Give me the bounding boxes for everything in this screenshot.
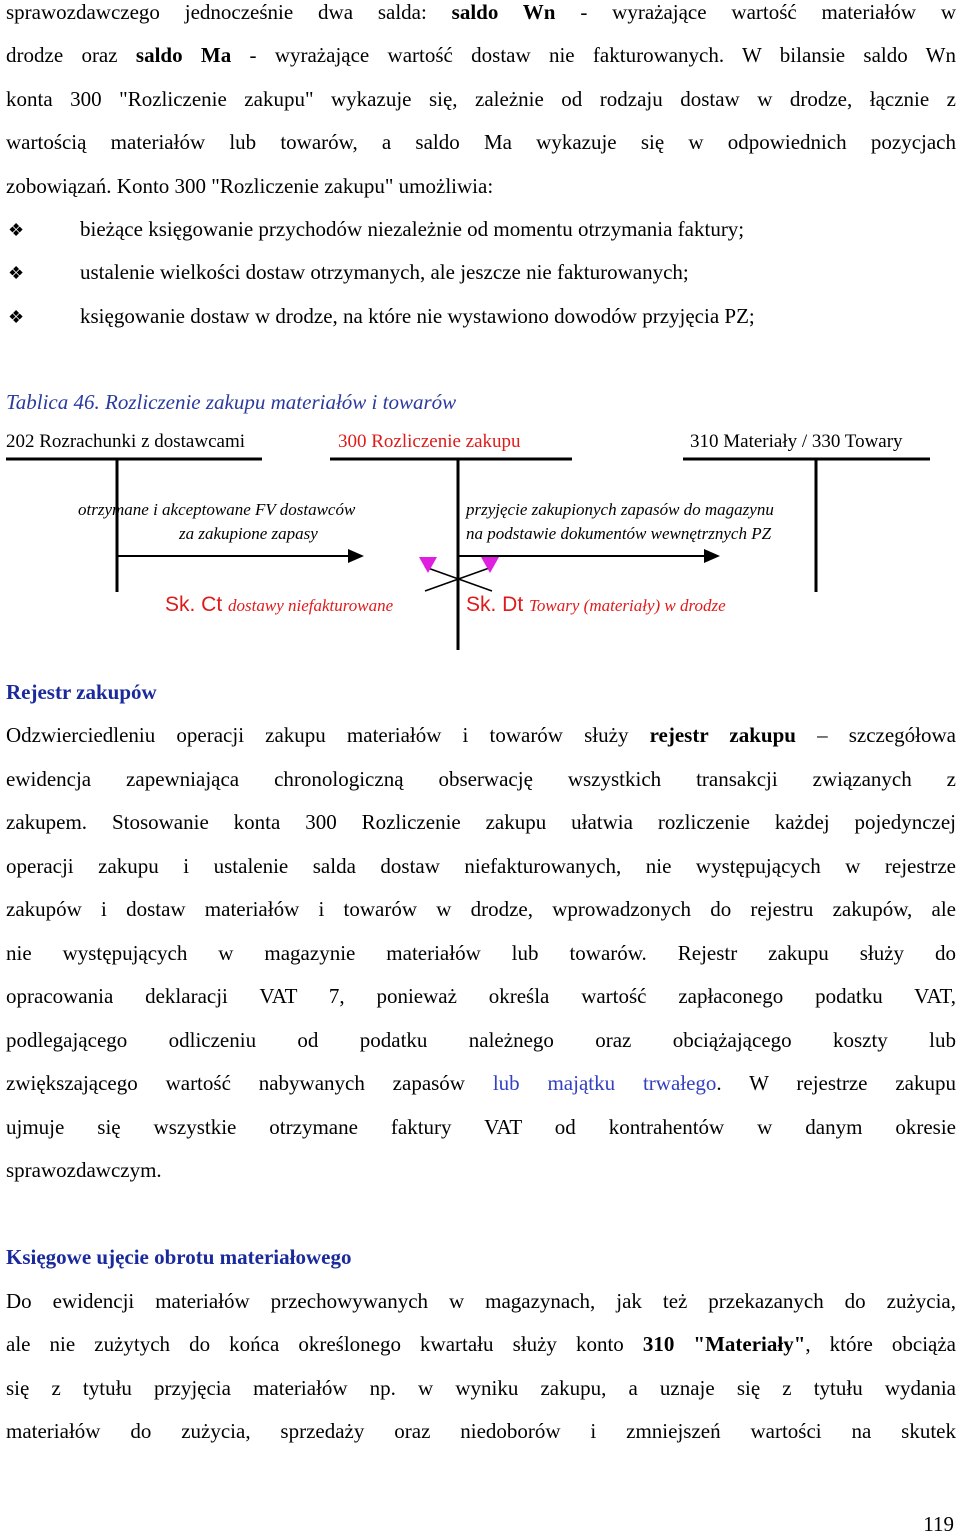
section2-line-2 — [6, 1332, 956, 1357]
table-caption: Tablica 46. Rozliczenie zakupu materiałów i towarów — [6, 390, 457, 414]
sk-ct-desc: dostawy niefakturowane — [228, 596, 394, 615]
account-300: 300 Rozliczenie zakupu — [338, 431, 521, 452]
bold-term: rejestr zakupu — [649, 723, 796, 747]
bold-term: saldo Ma — [135, 43, 232, 67]
text: ale nie zużytych do końca określonego kwartału służy konto — [6, 1332, 643, 1356]
sk-dt-desc: Towary (materiały) w drodze — [529, 596, 726, 615]
section1-line-2: ewidencja zapewniająca chronologiczną obserwację wszystkich transakcji związanych z — [6, 767, 956, 791]
heading-ksiegowe-ujecie: Księgowe ujęcie obrotu materiałowego — [6, 1245, 352, 1269]
intro-line-4: wartością materiałów lub towarów, a saldo Ma wykazuje się w odpowiednich pozycjach — [6, 130, 956, 154]
diamond-bullet-icon: ❖ — [8, 307, 25, 327]
section1-line-11: sprawozdawczym. — [6, 1158, 162, 1182]
section1-line-5: zakupów i dostaw materiałów i towarów w drodze, wprowadzonych do rejestru zakupów, ale — [6, 897, 956, 921]
text: Odzwierciedleniu operacji zakupu materiałów i towarów służy — [6, 723, 650, 747]
account-202: 202 Rozrachunki z dostawcami — [6, 431, 246, 452]
diamond-bullet-icon: ❖ — [8, 263, 25, 283]
account-310-330: 310 Materiały / 330 Towary — [690, 431, 903, 452]
sk-dt-label — [466, 593, 726, 617]
intro-line-5: zobowiązań. Konto 300 "Rozliczenie zakupu" umożliwia: — [6, 174, 494, 198]
diamond-bullet-icon: ❖ — [8, 220, 25, 240]
section1-line-3: zakupem. Stosowanie konta 300 Rozliczenie zakupu ułatwia rozliczenie każdej pojedynczej — [6, 810, 956, 834]
sk-ct-label — [165, 593, 393, 617]
section1-line-1 — [6, 723, 956, 748]
section1-line-9 — [6, 1071, 956, 1096]
section1-line-4: operacji zakupu i ustalenie salda dostaw niefakturowanych, nie występujących w rejestrze — [6, 854, 956, 878]
page-number: 119 — [923, 1512, 954, 1536]
bold-term: 310 "Materiały" — [642, 1332, 806, 1356]
bold-term: saldo Wn — [451, 0, 556, 24]
bullet-item: księgowanie dostaw w drodze, na które nie wystawiono dowodów przyjęcia PZ; — [80, 304, 755, 328]
sk-dt: Sk. Dt — [466, 593, 524, 616]
sk-ct: Sk. Ct — [165, 593, 223, 616]
text: zwiększającego wartość nabywanych zapasów — [6, 1071, 493, 1095]
t-accounts-svg — [0, 0, 960, 680]
text: . W rejestrze zakupu — [716, 1071, 956, 1095]
section1-line-7: opracowania deklaracji VAT 7, ponieważ określa wartość zapłaconego podatku VAT, — [6, 984, 956, 1008]
text: drodze oraz — [6, 43, 136, 67]
intro-line-3: konta 300 "Rozliczenie zakupu" wykazuje się, zależnie od rodzaju dostaw w drodze, łącznie z — [6, 87, 956, 111]
section2-line-1: Do ewidencji materiałów przechowywanych w magazynach, jak też przekazanych do zużycia, — [6, 1289, 956, 1313]
section1-line-8: podlegającego odliczeniu od podatku należnego oraz obciążającego koszty lub — [6, 1028, 956, 1052]
arrow-head-right — [704, 549, 720, 563]
text: - wyrażające wartość dostaw nie fakturowanych. W bilansie saldo Wn — [231, 43, 956, 67]
text: - wyrażające wartość materiałów w — [555, 0, 956, 24]
label-right-2: na podstawie dokumentów wewnętrznych PZ — [466, 524, 772, 543]
heading-rejestr-zakupow: Rejestr zakupów — [6, 680, 157, 704]
highlighted-text: lub majątku trwałego — [492, 1071, 717, 1095]
section1-line-6: nie występujących w magazynie materiałów lub towarów. Rejestr zakupu służy do — [6, 941, 956, 965]
bullet-item: bieżące księgowanie przychodów niezależnie od momentu otrzymania faktury; — [80, 217, 745, 241]
text: , które obciąża — [805, 1332, 956, 1356]
section1-line-10: ujmuje się wszystkie otrzymane faktury VAT od kontrahentów w danym okresie — [6, 1115, 956, 1139]
text: sprawozdawczego jednocześnie dwa salda: — [6, 0, 452, 24]
text: – szczegółowa — [795, 723, 956, 747]
label-right-1: przyjęcie zakupionych zapasów do magazynu — [466, 500, 774, 519]
label-left-1: otrzymane i akceptowane FV dostawców — [78, 500, 356, 519]
section2-line-4: materiałów do zużycia, sprzedaży oraz niedoborów i zmniejszeń wartości na skutek — [6, 1419, 956, 1443]
arrow-head-left — [348, 549, 364, 563]
section2-line-3: się z tytułu przyjęcia materiałów np. w wyniku zakupu, a uznaje się z tytułu wydania — [6, 1376, 956, 1400]
bullet-item: ustalenie wielkości dostaw otrzymanych, ale jeszcze nie fakturowanych; — [80, 260, 689, 284]
label-left-2: za zakupione zapasy — [179, 524, 318, 543]
